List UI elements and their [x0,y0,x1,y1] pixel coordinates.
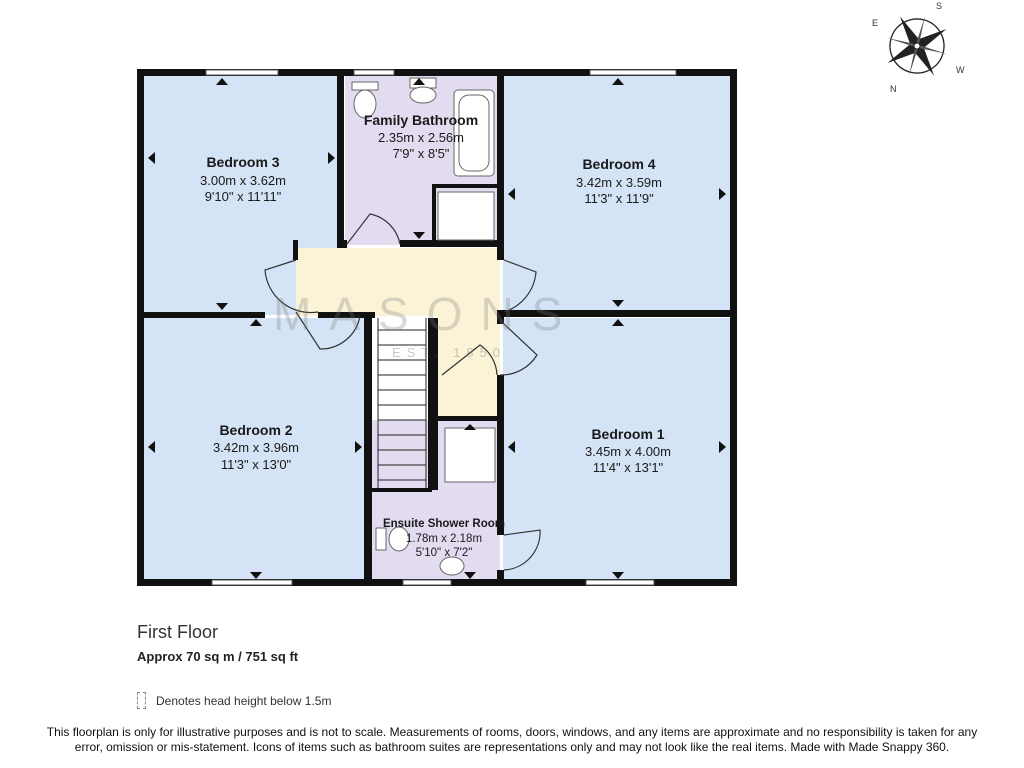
head-height-legend-icon [137,692,146,709]
legend [137,692,331,709]
bedroom1-label: Bedroom 1 [591,426,665,442]
compass-n: N [890,84,897,94]
bedroom2-label: Bedroom 2 [219,422,293,438]
bathroom-imperial: 7'9" x 8'5" [392,146,450,161]
compass-w: W [956,65,965,75]
ensuite-label: Ensuite Shower Room [382,518,506,530]
watermark-brand: MASONS [273,288,581,340]
watermark-est: EST. 1850 [392,345,506,360]
bathroom-metric: 2.35m x 2.56m [378,130,464,145]
bathroom-label: Family Bathroom [363,112,479,128]
bedroom4-imperial: 11'3" x 11'9" [584,191,654,206]
floor-area: Approx 70 sq m / 751 sq ft [137,649,299,664]
bedroom2-metric: 3.42m x 3.96m [213,440,299,455]
bedroom3-imperial: 9'10" x 11'11" [204,189,282,204]
bedroom3-metric: 3.00m x 3.62m [200,173,286,188]
bedroom4-metric: 3.42m x 3.59m [576,175,662,190]
bedroom2-imperial: 11'3" x 13'0" [220,457,292,472]
compass-s: S [936,1,943,11]
ensuite-imperial: 5'10" x 7'2" [415,547,473,559]
bedroom4-label: Bedroom 4 [582,156,656,172]
bedroom1-metric: 3.45m x 4.00m [585,444,671,459]
disclaimer: This floorplan is only for illustrative purposes and is not to scale. Measurements of rooms, doors, windows, and any items are approximate and no responsibility is taken for any error, omission or mis-statement. Icons of items such as bathroom suites are representations only and may not look like the real items. Made with Made Snappy 360. [46,725,978,754]
ensuite-metric: 1.78m x 2.18m [405,533,483,545]
legend-text: Denotes head height below 1.5m [156,693,332,708]
compass-rose-icon [871,0,964,92]
compass-e: E [872,18,879,28]
bedroom3-label: Bedroom 3 [206,154,280,170]
floor-title: First Floor [137,622,218,642]
bedroom1-imperial: 11'4" x 13'1" [592,460,664,475]
